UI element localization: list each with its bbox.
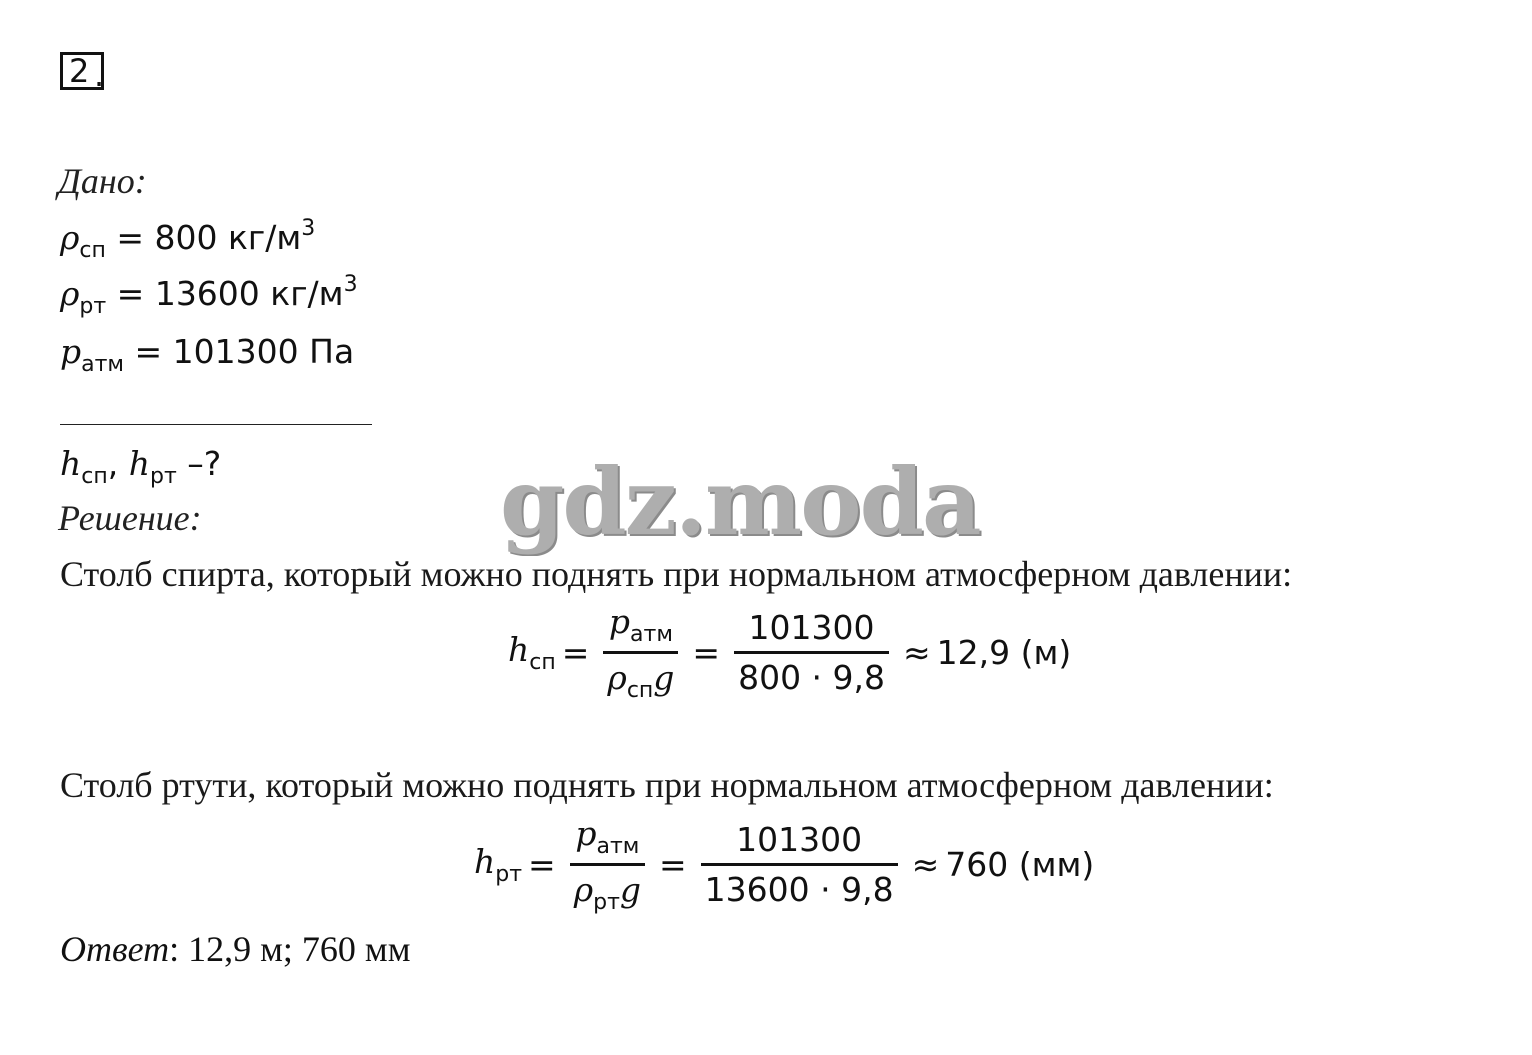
- formula-mercury: $h_{рт}$ = $\frac{p_{атм}}{\rho_{рт}g}$ = $\frac{101300}{13600 \cdot 9,8}$ ≈ 760 (мм): [474, 814, 1095, 915]
- fraction-pressure-over-density: $\frac{p_{атм}}{\rho_{сп}g}$: [603, 602, 678, 703]
- step1-text: Столб спирта, который можно поднять при нормальном атмосферном давлении:: [60, 554, 1293, 594]
- task-number-dot: .: [94, 56, 105, 94]
- solution-label: Решение:: [58, 498, 202, 538]
- find-line: $h_{сп}$, $h_{рт}$ –?: [60, 444, 222, 489]
- given-divider: [60, 424, 372, 425]
- fraction-pressure-over-density: $\frac{p_{атм}}{\rho_{рт}g}$: [570, 814, 645, 915]
- watermark-logo: gdz.moda: [500, 448, 980, 556]
- fraction-numeric: $\frac{101300}{800 \cdot 9,8}$: [734, 608, 889, 697]
- given-line-2: $\rho_{рт} = 13600$ $кг/м^3$: [60, 272, 358, 319]
- given-line-3: $p_{атм} = 101300$ Па: [60, 332, 355, 377]
- answer-line: Ответ: 12,9 м; 760 мм: [60, 929, 411, 969]
- fraction-numeric: $\frac{101300}{13600 \cdot 9,8}$: [701, 820, 898, 909]
- given-label: Дано:: [58, 161, 147, 201]
- given-line-1: $\rho_{сп} = 800$ $кг/м^3$: [60, 216, 316, 263]
- formula-alcohol: $h_{сп}$ = $\frac{p_{атм}}{\rho_{сп}g}$ = $\frac{101300}{800 \cdot 9,8}$ ≈ 12,9 (м): [508, 602, 1072, 703]
- task-number: 2: [69, 52, 90, 90]
- step2-text: Столб ртути, который можно поднять при нормальном атмосферном давлении:: [60, 765, 1274, 805]
